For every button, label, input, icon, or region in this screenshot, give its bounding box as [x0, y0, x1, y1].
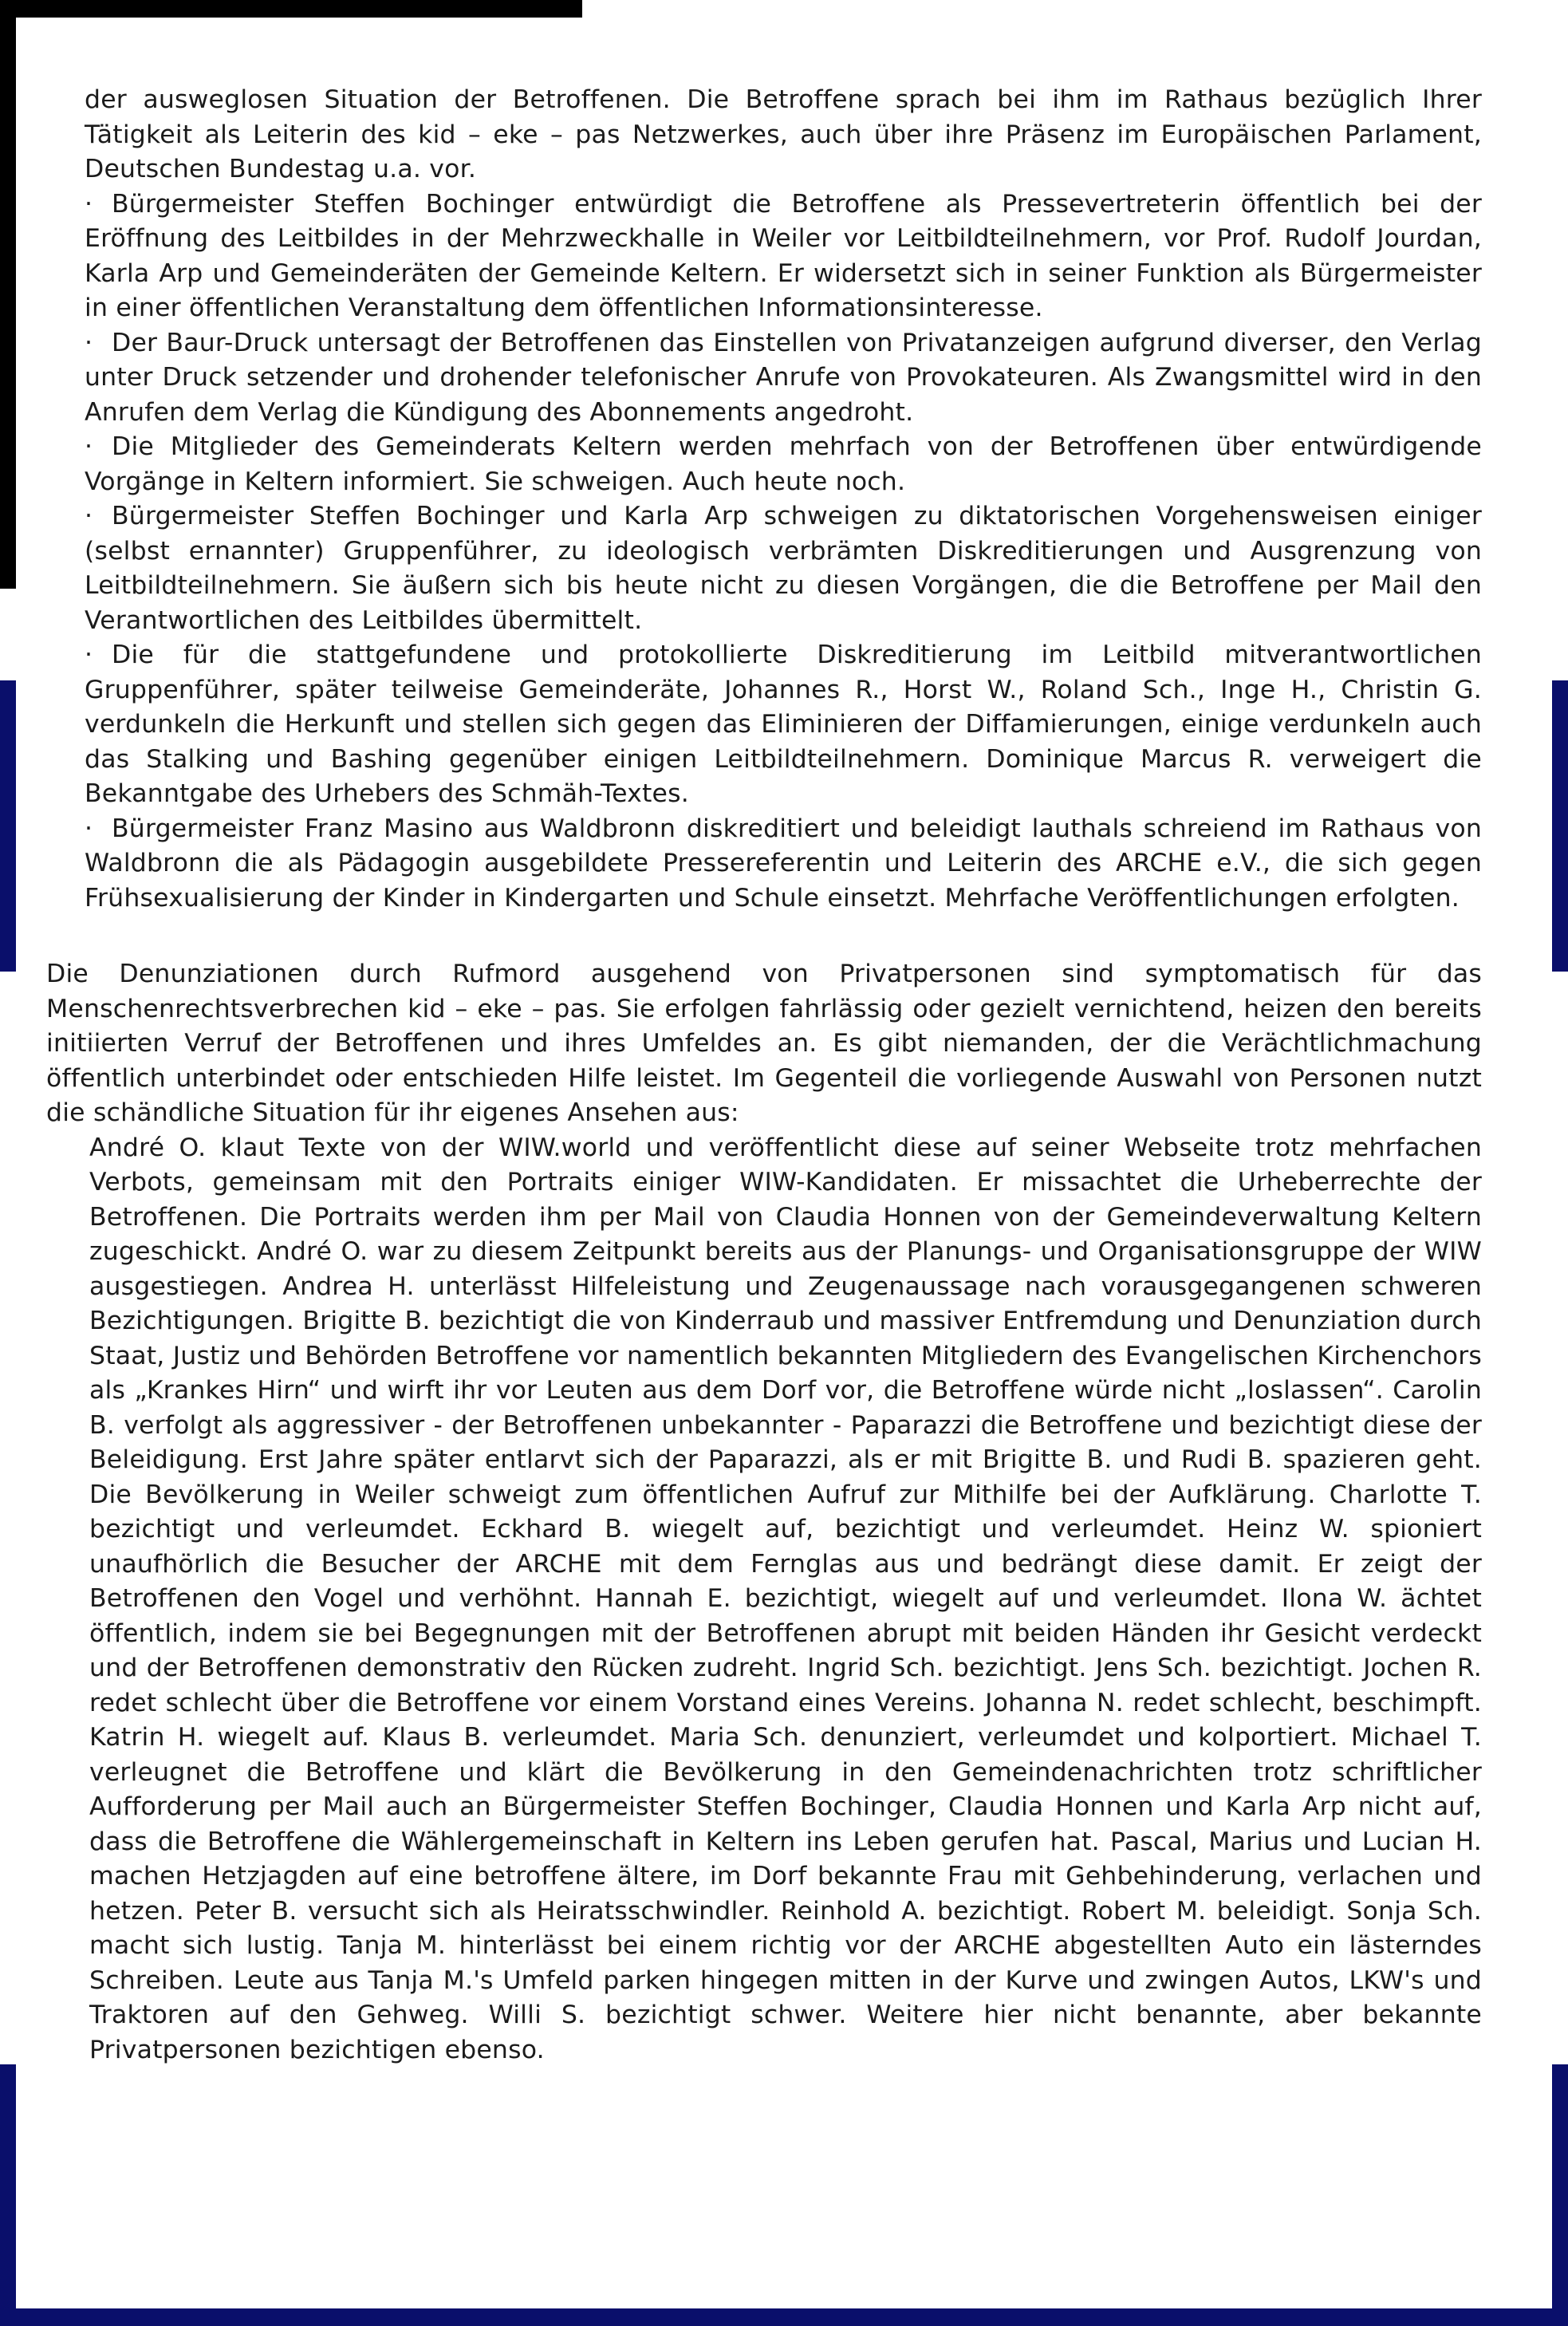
bullet-item	[85, 638, 1482, 812]
intro-paragraph: Die Denunziationen durch Rufmord ausgehend von Privatpersonen sind symptomatisch für das Menschenrechtsverbrechen kid – eke – pas. Sie erfolgen fahrlässig oder gezielt vernichtend, heizen den bereits initiierten Verruf der Betroffenen und ihres Umfeldes an. Es gibt niemanden, der die Verächtlichmachung öffentlich unterbindet oder entschieden Hilfe leistet. Im Gegenteil die vorliegende Auswahl von Personen nutzt die schändliche Situation für ihr eigenes Ansehen aus:	[46, 960, 1482, 1127]
bullet-section	[46, 83, 1482, 916]
bullet-item	[85, 812, 1482, 917]
frame-top-left-bar	[0, 0, 582, 18]
frame-right-mid-bar	[1552, 680, 1568, 972]
frame-left-top-bar	[0, 0, 16, 589]
bullet-text: Die für die stattgefundene und protokollierte Diskreditierung im Leitbild mitverantwortlichen Gruppenführer, später teilweise Gemeinderäte, Johannes R., Horst W., Roland Sch., Inge H., Christin G. verdunkeln die Herkunft und stellen sich gegen das Eliminieren der Diffamierungen, einige verdunkeln auch das Stalking und Bashing gegenüber einigen Leitbildteilnehmern. Dominique Marcus R. verweigert die Bekanntgabe des Urhebers des Schmäh-Textes.	[85, 641, 1482, 808]
details-block	[46, 1131, 1482, 2068]
page-content	[46, 83, 1482, 2068]
frame-left-mid-bar	[0, 680, 16, 972]
frame-right-bottom-bar	[1552, 2064, 1568, 2326]
bullet-mark: ·	[85, 328, 93, 357]
frame-left-bottom-bar	[0, 2064, 16, 2326]
bullet-mark: ·	[85, 814, 93, 843]
bullet-text: Der Baur-Druck untersagt der Betroffenen das Einstellen von Privatanzeigen aufgrund diverser, den Verlag unter Druck setzender und drohender telefonischer Anrufe von Provokateuren. Als Zwangsmittel wird in den Anrufen dem Verlag die Kündigung des Abonnements angedroht.	[85, 328, 1482, 427]
bullet-mark: ·	[85, 189, 93, 219]
bullet-item	[85, 326, 1482, 431]
bullet-mark: ·	[85, 502, 93, 530]
bullet-item	[85, 430, 1482, 499]
bullet-text: Bürgermeister Steffen Bochinger entwürdigt die Betroffene als Pressevertreterin öffentlich bei der Eröffnung des Leitbildes in der Mehrzweckhalle in Weiler vor Leitbildteilnehmern, vor Prof. Rudolf Jourdan, Karla Arp und Gemeinderäten der Gemeinde Keltern. Er widersetzt sich in seiner Funktion als Bürgermeister in einer öffentlichen Veranstaltung dem öffentlichen Informationsinteresse.	[85, 189, 1482, 322]
bullet-text: Bürgermeister Steffen Bochinger und Karla Arp schweigen zu diktatorischen Vorgehensweisen einiger (selbst ernannter) Gruppenführer, zu ideologisch verbrämten Diskreditierungen und Ausgrenzung von Leitbildteilnehmern. Sie äußern sich bis heute nicht zu diesen Vorgängen, die die Betroffene per Mail den Verantwortlichen des Leitbildes übermittelt.	[85, 502, 1482, 635]
bullet-item	[85, 499, 1482, 638]
bullet-text: Die Mitglieder des Gemeinderats Keltern werden mehrfach von der Betroffenen über entwürdigende Vorgänge in Keltern informiert. Sie schweigen. Auch heute noch.	[85, 432, 1482, 496]
bullet-text: Bürgermeister Franz Masino aus Waldbronn diskreditiert und beleidigt lauthals schreiend im Rathaus von Waldbronn die als Pädagogin ausgebildete Pressereferentin und Leiterin des ARCHE e.V., die sich gegen Frühsexualisierung der Kinder in Kindergarten und Schule einsetzt. Mehrfache Veröffentlichungen erfolgten.	[85, 814, 1482, 913]
bullet-mark: ·	[85, 641, 93, 669]
bullet-mark: ·	[85, 432, 93, 461]
bullet-item	[85, 187, 1482, 326]
continuation-paragraph: der ausweglosen Situation der Betroffenen. Die Betroffene sprach bei ihm im Rathaus bezüglich Ihrer Tätigkeit als Leiterin des kid – eke – pas Netzwerkes, auch über ihre Präsenz im Europäischen Parlament, Deutschen Bundestag u.a. vor.	[85, 85, 1482, 183]
details-paragraph: André O. klaut Texte von der WIW.world und veröffentlicht diese auf seiner Webseite trotz mehrfachen Verbots, gemeinsam mit den Portraits einiger WIW-Kandidaten. Er missachtet die Urheberrechte der Betroffenen. Die Portraits werden ihm per Mail von Claudia Honnen von der Gemeindeverwaltung Keltern zugeschickt. André O. war zu diesem Zeitpunkt bereits aus der Planungs- und Organisationsgruppe der WIW ausgestiegen. Andrea H. unterlässt Hilfeleistung und Zeugenaussage nach vorausgegangenen schweren Bezichtigungen. Brigitte B. bezichtigt die von Kinderraub und massiver Entfremdung und Denunziation durch Staat, Justiz und Behörden Betroffene vor namentlich bekannten Mitgliedern des Evangelischen Kirchenchors als „Krankes Hirn“ und wirft ihr vor Leuten aus dem Dorf vor, die Betroffene würde nicht „loslassen“. Carolin B. verfolgt als aggressiver - der Betroffenen unbekannter - Paparazzi die Betroffene und bezichtigt diese der Beleidigung. Erst Jahre später entlarvt sich der Paparazzi, als er mit Brigitte B. und Rudi B. spazieren geht. Die Bevölkerung in Weiler schweigt zum öffentlichen Aufruf zur Mithilfe bei der Aufklärung. Charlotte T. bezichtigt und verleumdet. Eckhard B. wiegelt auf, bezichtigt und verleumdet. Heinz W. spioniert unaufhörlich die Besucher der ARCHE mit dem Fernglas aus und bedrängt diese damit. Er zeigt der Betroffenen den Vogel und verhöhnt. Hannah E. bezichtigt, wiegelt auf und verleumdet. Ilona W. ächtet öffentlich, indem sie bei Begegnungen mit der Betroffenen abrupt mit beiden Händen ihr Gesicht verdeckt und der Betroffenen demonstrativ den Rücken zudreht. Ingrid Sch. bezichtigt. Jens Sch. bezichtigt. Jochen R. redet schlecht über die Betroffene vor einem Vorstand eines Vereins. Johanna N. redet schlecht, beschimpft. Katrin H. wiegelt auf. Klaus B. verleumdet. Maria Sch. denunziert, verleumdet und kolportiert. Michael T. verleugnet die Betroffene und klärt die Bevölkerung in den Gemeindenachrichten trotz schriftlicher Aufforderung per Mail auch an Bürgermeister Steffen Bochinger, Claudia Honnen und Karla Arp nicht auf, dass die Betroffene die Wählergemeinschaft in Keltern ins Leben gerufen hat. Pascal, Marius und Lucian H. machen Hetzjagden auf eine betroffene ältere, im Dorf bekannte Frau mit Gehbehinderung, verlachen und hetzen. Peter B. versucht sich als Heiratsschwindler. Reinhold A. bezichtigt. Robert M. beleidigt. Sonja Sch. macht sich lustig. Tanja M. hinterlässt bei einem richtig vor der ARCHE abgestellten Auto ein lästerndes Schreiben. Leute aus Tanja M.'s Umfeld parken hingegen mitten in der Kurve und zwingen Autos, LKW's und Traktoren auf den Gehweg. Willi S. bezichtigt schwer. Weitere hier nicht benannte, aber bekannte Privatpersonen bezichtigen ebenso.	[89, 1133, 1482, 2064]
frame-bottom-bar	[0, 2308, 1568, 2326]
denunciation-section	[46, 957, 1482, 2068]
